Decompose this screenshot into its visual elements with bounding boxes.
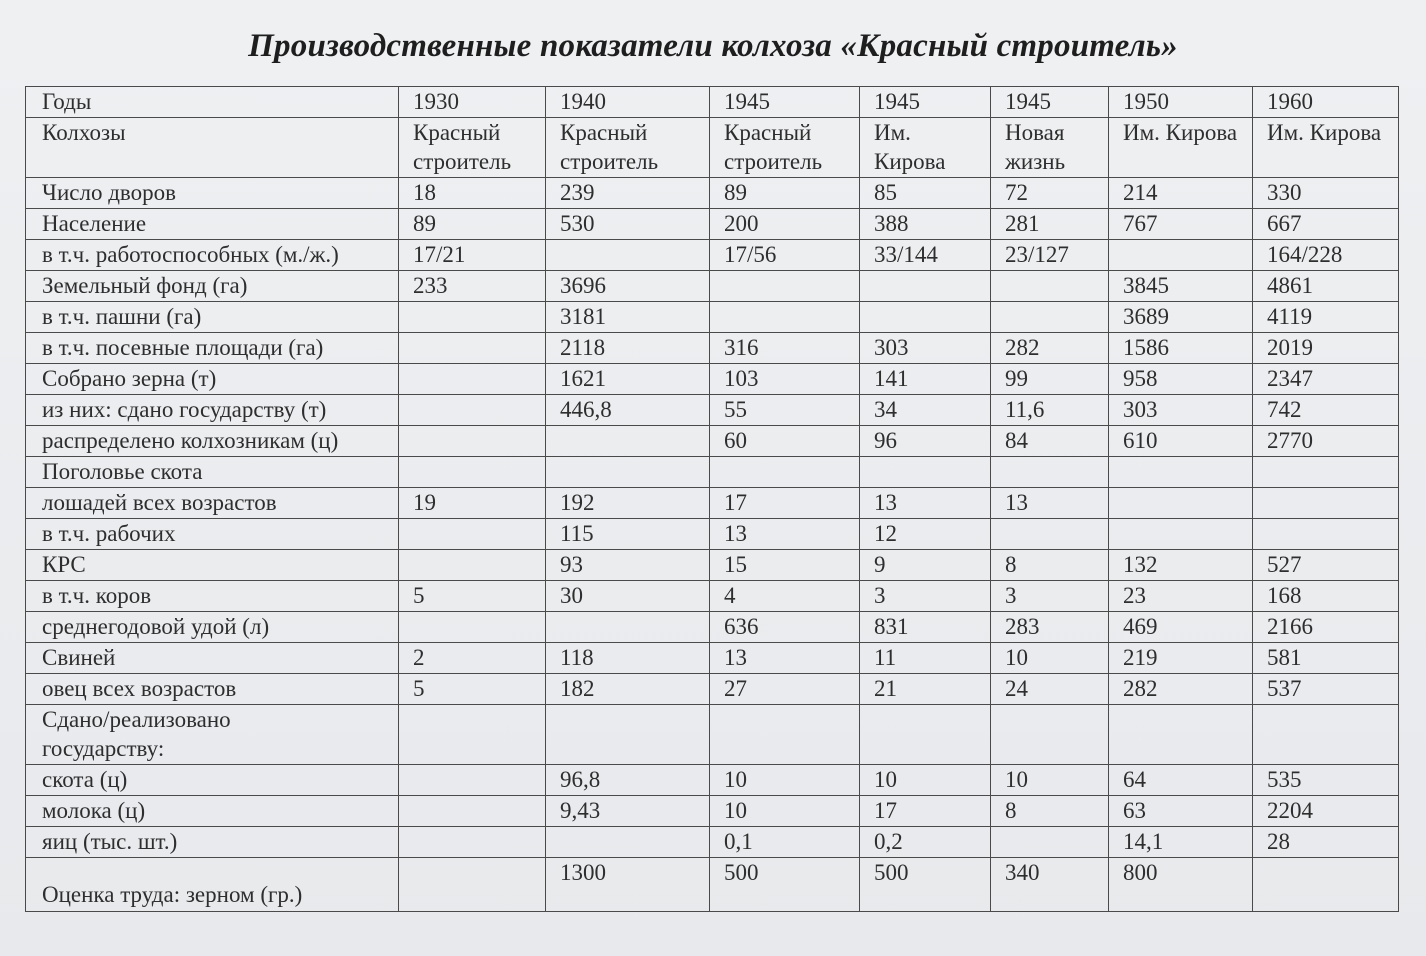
table-row bbox=[26, 426, 1399, 457]
sold-header-row bbox=[26, 705, 1399, 765]
value-cell bbox=[860, 302, 991, 333]
value-cell: 3181 bbox=[546, 302, 710, 333]
value-cell: 60 bbox=[710, 426, 860, 457]
value-cell bbox=[546, 705, 710, 765]
value-cell: 17/56 bbox=[710, 240, 860, 271]
value-cell: 316 bbox=[710, 333, 860, 364]
row-label bbox=[26, 705, 399, 765]
row-label: в т.ч. пашни (га) bbox=[26, 302, 399, 333]
value-cell: 34 bbox=[860, 395, 991, 426]
row-label: лошадей всех возрастов bbox=[26, 488, 399, 519]
value-cell: 89 bbox=[710, 178, 860, 209]
value-cell bbox=[710, 271, 860, 302]
row-label: в т.ч. работоспособных (м./ж.) bbox=[26, 240, 399, 271]
row-label: Оценка труда: зерном (гр.) bbox=[26, 858, 399, 912]
value-cell: 12 bbox=[860, 519, 991, 550]
value-cell bbox=[1253, 858, 1399, 912]
value-cell: 182 bbox=[546, 674, 710, 705]
value-cell: 11,6 bbox=[991, 395, 1109, 426]
farm-name-line: Красный bbox=[724, 120, 812, 145]
indicators-table bbox=[25, 86, 1399, 912]
value-cell: 5 bbox=[399, 581, 546, 612]
value-cell: 500 bbox=[710, 858, 860, 912]
table-row bbox=[26, 240, 1399, 271]
value-cell: 200 bbox=[710, 209, 860, 240]
value-cell bbox=[1253, 488, 1399, 519]
value-cell bbox=[991, 457, 1109, 488]
value-cell: 3845 bbox=[1109, 271, 1253, 302]
value-cell: 33/144 bbox=[860, 240, 991, 271]
farm-cell bbox=[546, 118, 710, 178]
value-cell bbox=[1109, 488, 1253, 519]
value-cell: 535 bbox=[1253, 765, 1399, 796]
value-cell bbox=[1109, 705, 1253, 765]
year-cell: 1940 bbox=[546, 87, 710, 118]
value-cell: 24 bbox=[991, 674, 1109, 705]
farm-name-line: Красный bbox=[560, 120, 648, 145]
value-cell bbox=[546, 240, 710, 271]
value-cell: 17 bbox=[860, 796, 991, 827]
value-cell: 55 bbox=[710, 395, 860, 426]
value-cell: 27 bbox=[710, 674, 860, 705]
farm-name-line: жизнь bbox=[1005, 149, 1066, 174]
value-cell: 19 bbox=[399, 488, 546, 519]
value-cell: 1586 bbox=[1109, 333, 1253, 364]
value-cell: 8 bbox=[991, 796, 1109, 827]
value-cell: 30 bbox=[546, 581, 710, 612]
year-cell: 1945 bbox=[991, 87, 1109, 118]
value-cell: 767 bbox=[1109, 209, 1253, 240]
value-cell bbox=[860, 271, 991, 302]
farm-cell bbox=[991, 118, 1109, 178]
value-cell: 469 bbox=[1109, 612, 1253, 643]
value-cell bbox=[1109, 457, 1253, 488]
value-cell bbox=[860, 705, 991, 765]
value-cell: 1300 bbox=[546, 858, 710, 912]
value-cell: 23 bbox=[1109, 581, 1253, 612]
value-cell bbox=[991, 519, 1109, 550]
value-cell: 610 bbox=[1109, 426, 1253, 457]
row-label: среднегодовой удой (л) bbox=[26, 612, 399, 643]
value-cell: 64 bbox=[1109, 765, 1253, 796]
row-label: Годы bbox=[26, 87, 399, 118]
table-row bbox=[26, 457, 1399, 488]
value-cell: 4861 bbox=[1253, 271, 1399, 302]
value-cell: 2 bbox=[399, 643, 546, 674]
row-label: КРС bbox=[26, 550, 399, 581]
value-cell: 14,1 bbox=[1109, 827, 1253, 858]
table-row bbox=[26, 488, 1399, 519]
value-cell bbox=[399, 364, 546, 395]
table-row bbox=[26, 674, 1399, 705]
value-cell bbox=[399, 426, 546, 457]
value-cell: 164/228 bbox=[1253, 240, 1399, 271]
value-cell: 527 bbox=[1253, 550, 1399, 581]
table-row bbox=[26, 302, 1399, 333]
value-cell: 3689 bbox=[1109, 302, 1253, 333]
value-cell bbox=[399, 302, 546, 333]
value-cell: 2118 bbox=[546, 333, 710, 364]
value-cell bbox=[399, 395, 546, 426]
value-cell bbox=[860, 457, 991, 488]
value-cell: 118 bbox=[546, 643, 710, 674]
value-cell: 283 bbox=[991, 612, 1109, 643]
table-row bbox=[26, 796, 1399, 827]
value-cell: 18 bbox=[399, 178, 546, 209]
value-cell: 800 bbox=[1109, 858, 1253, 912]
table-row bbox=[26, 643, 1399, 674]
farm-name-line: Кирова bbox=[874, 149, 946, 174]
value-cell: 742 bbox=[1253, 395, 1399, 426]
value-cell bbox=[1253, 705, 1399, 765]
value-cell: 2770 bbox=[1253, 426, 1399, 457]
value-cell: 13 bbox=[991, 488, 1109, 519]
value-cell bbox=[1253, 519, 1399, 550]
table-row bbox=[26, 364, 1399, 395]
value-cell: 214 bbox=[1109, 178, 1253, 209]
farm-cell bbox=[1253, 118, 1399, 178]
row-label: яиц (тыс. шт.) bbox=[26, 827, 399, 858]
value-cell: 23/127 bbox=[991, 240, 1109, 271]
value-cell: 667 bbox=[1253, 209, 1399, 240]
value-cell bbox=[991, 271, 1109, 302]
value-cell: 13 bbox=[710, 643, 860, 674]
value-cell bbox=[1109, 240, 1253, 271]
value-cell: 446,8 bbox=[546, 395, 710, 426]
value-cell: 15 bbox=[710, 550, 860, 581]
farm-name-line: строитель bbox=[413, 149, 512, 174]
value-cell: 96 bbox=[860, 426, 991, 457]
value-cell: 21 bbox=[860, 674, 991, 705]
header-row-years bbox=[26, 87, 1399, 118]
value-cell: 2166 bbox=[1253, 612, 1399, 643]
year-cell: 1950 bbox=[1109, 87, 1253, 118]
value-cell bbox=[399, 457, 546, 488]
value-cell: 282 bbox=[991, 333, 1109, 364]
value-cell: 388 bbox=[860, 209, 991, 240]
table-row bbox=[26, 519, 1399, 550]
value-cell: 233 bbox=[399, 271, 546, 302]
value-cell bbox=[1253, 457, 1399, 488]
value-cell: 10 bbox=[710, 765, 860, 796]
row-label: скота (ц) bbox=[26, 765, 399, 796]
value-cell: 2204 bbox=[1253, 796, 1399, 827]
value-cell: 132 bbox=[1109, 550, 1253, 581]
value-cell: 1621 bbox=[546, 364, 710, 395]
farm-cell bbox=[1109, 118, 1253, 178]
value-cell: 219 bbox=[1109, 643, 1253, 674]
row-label: овец всех возрастов bbox=[26, 674, 399, 705]
value-cell bbox=[546, 426, 710, 457]
value-cell: 10 bbox=[991, 643, 1109, 674]
table-row bbox=[26, 765, 1399, 796]
value-cell: 72 bbox=[991, 178, 1109, 209]
value-cell: 330 bbox=[1253, 178, 1399, 209]
value-cell bbox=[399, 333, 546, 364]
value-cell: 141 bbox=[860, 364, 991, 395]
value-cell: 10 bbox=[991, 765, 1109, 796]
value-cell: 99 bbox=[991, 364, 1109, 395]
value-cell: 281 bbox=[991, 209, 1109, 240]
value-cell: 3696 bbox=[546, 271, 710, 302]
value-cell bbox=[399, 550, 546, 581]
row-label: Собрано зерна (т) bbox=[26, 364, 399, 395]
farm-name-line: Красный bbox=[413, 120, 501, 145]
value-cell: 17/21 bbox=[399, 240, 546, 271]
value-cell bbox=[1109, 519, 1253, 550]
value-cell bbox=[399, 705, 546, 765]
farm-cell bbox=[399, 118, 546, 178]
last-row bbox=[26, 858, 1399, 912]
farm-name-line: Им. bbox=[874, 120, 911, 145]
value-cell bbox=[399, 796, 546, 827]
header-row-farms bbox=[26, 118, 1399, 178]
value-cell: 3 bbox=[991, 581, 1109, 612]
value-cell: 581 bbox=[1253, 643, 1399, 674]
value-cell: 10 bbox=[710, 796, 860, 827]
value-cell: 93 bbox=[546, 550, 710, 581]
value-cell bbox=[991, 827, 1109, 858]
value-cell: 500 bbox=[860, 858, 991, 912]
farm-cell bbox=[710, 118, 860, 178]
value-cell: 239 bbox=[546, 178, 710, 209]
farm-name-line: Им. Кирова bbox=[1123, 120, 1238, 145]
farm-cell bbox=[860, 118, 991, 178]
farm-name-line: строитель bbox=[724, 149, 823, 174]
value-cell: 4 bbox=[710, 581, 860, 612]
document-title: Производственные показатели колхоза «Красный строитель» bbox=[248, 28, 1178, 64]
value-cell bbox=[710, 705, 860, 765]
value-cell: 84 bbox=[991, 426, 1109, 457]
value-cell: 303 bbox=[1109, 395, 1253, 426]
year-cell: 1930 bbox=[399, 87, 546, 118]
year-cell: 1960 bbox=[1253, 87, 1399, 118]
value-cell: 5 bbox=[399, 674, 546, 705]
value-cell: 958 bbox=[1109, 364, 1253, 395]
value-cell: 3 bbox=[860, 581, 991, 612]
value-cell: 28 bbox=[1253, 827, 1399, 858]
value-cell: 340 bbox=[991, 858, 1109, 912]
value-cell: 0,2 bbox=[860, 827, 991, 858]
value-cell bbox=[710, 457, 860, 488]
table-row bbox=[26, 333, 1399, 364]
table-row bbox=[26, 271, 1399, 302]
farm-name-line: строитель bbox=[560, 149, 659, 174]
value-cell: 282 bbox=[1109, 674, 1253, 705]
label-line: государству: bbox=[42, 736, 165, 761]
value-cell: 530 bbox=[546, 209, 710, 240]
value-cell: 2019 bbox=[1253, 333, 1399, 364]
value-cell bbox=[399, 827, 546, 858]
value-cell: 636 bbox=[710, 612, 860, 643]
table-row bbox=[26, 550, 1399, 581]
value-cell: 303 bbox=[860, 333, 991, 364]
value-cell: 4119 bbox=[1253, 302, 1399, 333]
value-cell: 168 bbox=[1253, 581, 1399, 612]
value-cell: 10 bbox=[860, 765, 991, 796]
row-label: Число дворов bbox=[26, 178, 399, 209]
value-cell bbox=[546, 827, 710, 858]
row-label: в т.ч. рабочих bbox=[26, 519, 399, 550]
value-cell bbox=[991, 705, 1109, 765]
table-row bbox=[26, 209, 1399, 240]
row-label: Население bbox=[26, 209, 399, 240]
value-cell: 11 bbox=[860, 643, 991, 674]
year-cell: 1945 bbox=[710, 87, 860, 118]
value-cell: 85 bbox=[860, 178, 991, 209]
row-label: Земельный фонд (га) bbox=[26, 271, 399, 302]
value-cell: 13 bbox=[710, 519, 860, 550]
value-cell: 0,1 bbox=[710, 827, 860, 858]
row-label: в т.ч. посевные площади (га) bbox=[26, 333, 399, 364]
value-cell bbox=[991, 302, 1109, 333]
value-cell: 89 bbox=[399, 209, 546, 240]
value-cell bbox=[546, 612, 710, 643]
value-cell: 192 bbox=[546, 488, 710, 519]
value-cell: 115 bbox=[546, 519, 710, 550]
table-body bbox=[26, 87, 1399, 912]
farm-name-line: Им. Кирова bbox=[1267, 120, 1382, 145]
row-label: Колхозы bbox=[26, 118, 399, 178]
row-label: Поголовье скота bbox=[26, 457, 399, 488]
value-cell: 17 bbox=[710, 488, 860, 519]
value-cell bbox=[399, 519, 546, 550]
value-cell: 13 bbox=[860, 488, 991, 519]
value-cell: 831 bbox=[860, 612, 991, 643]
table-row bbox=[26, 178, 1399, 209]
value-cell: 63 bbox=[1109, 796, 1253, 827]
value-cell bbox=[710, 302, 860, 333]
table-row bbox=[26, 395, 1399, 426]
row-label: из них: сдано государству (т) bbox=[26, 395, 399, 426]
label-line: Сдано/реализовано bbox=[42, 707, 231, 732]
value-cell: 8 bbox=[991, 550, 1109, 581]
value-cell: 103 bbox=[710, 364, 860, 395]
value-cell: 96,8 bbox=[546, 765, 710, 796]
value-cell bbox=[399, 858, 546, 912]
row-label: молока (ц) bbox=[26, 796, 399, 827]
table-row bbox=[26, 827, 1399, 858]
value-cell bbox=[546, 457, 710, 488]
table-row bbox=[26, 581, 1399, 612]
farm-name-line: Новая bbox=[1005, 120, 1065, 145]
value-cell bbox=[399, 765, 546, 796]
row-label: распределено колхозникам (ц) bbox=[26, 426, 399, 457]
row-label: в т.ч. коров bbox=[26, 581, 399, 612]
row-label: Свиней bbox=[26, 643, 399, 674]
value-cell bbox=[399, 612, 546, 643]
value-cell: 9,43 bbox=[546, 796, 710, 827]
value-cell: 9 bbox=[860, 550, 991, 581]
table-row bbox=[26, 612, 1399, 643]
value-cell: 537 bbox=[1253, 674, 1399, 705]
value-cell: 2347 bbox=[1253, 364, 1399, 395]
year-cell: 1945 bbox=[860, 87, 991, 118]
